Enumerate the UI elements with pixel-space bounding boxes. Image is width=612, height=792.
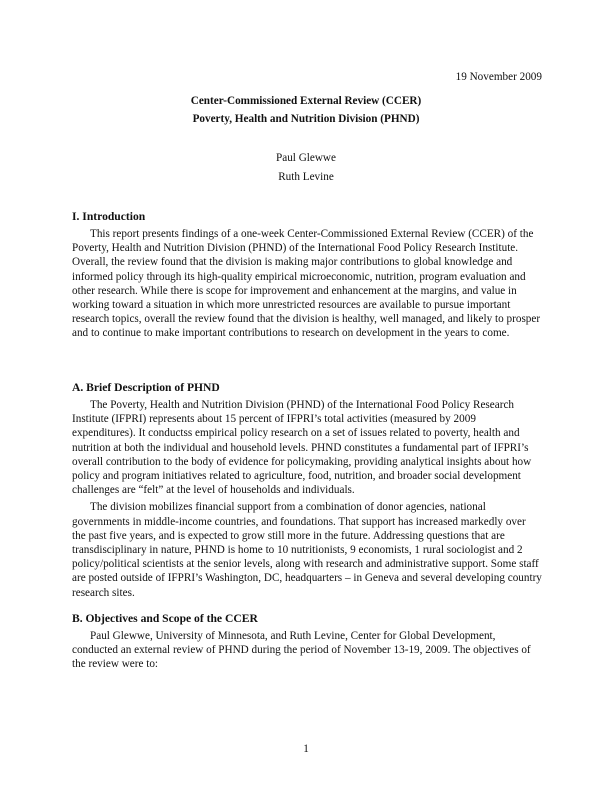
author-name: Paul Glewwe <box>276 152 336 164</box>
report-subtitle: Poverty, Health and Nutrition Division (PHND) <box>192 113 420 125</box>
section-introduction <box>72 209 542 341</box>
paragraph: This report presents findings of a one-week Center-Commissioned External Review (CCER) of the Poverty, Health and Nutrition Division (PHND) of the International Food Policy Research Institute. Overall, the review found that the division is making major contributions to global knowledge and informed policy through its high-quality empirical microeconomic, nutrition, program evaluation and other research. While there is scope for improvement and enhancement at the margins, and value in working toward a situation in which more unrestricted resources are available to pursue important research topics, overall the review found that the division is healthy, well managed, and likely to prosper and to continue to make important contributions to research on development in the years to come. <box>72 228 541 340</box>
section-heading: A. Brief Description of PHND <box>72 381 220 394</box>
author-name: Ruth Levine <box>278 171 334 183</box>
paragraph: The division mobilizes financial support from a combination of donor agencies, national governments in middle-income countries, and foundations. That support has increased markedly over the past five years, and is expected to grow still more in the future. Addressing questions that are transdisciplinary in nature, PHND is home to 10 nutritionists, 9 economists, 1 rural sociologist and 2 policy/political scientists at the senior levels, along with research and administrative support. Some staff are posted outside of IFPRI’s Washington, DC, headquarters – in Geneva and several developing country research sites. <box>72 501 542 599</box>
report-title: Center-Commissioned External Review (CCER) <box>190 95 422 107</box>
paragraph: Paul Glewwe, University of Minnesota, and Ruth Levine, Center for Global Development, conducted an external review of PHND during the period of November 13-19, 2009. The objectives of the review were to: <box>72 630 531 671</box>
page-number: 1 <box>303 743 309 755</box>
section-objectives-scope <box>72 611 542 672</box>
report-date: 19 November 2009 <box>455 71 542 83</box>
section-heading: I. Introduction <box>72 210 146 223</box>
section-heading: B. Objectives and Scope of the CCER <box>72 612 258 625</box>
section-brief-description <box>72 380 542 600</box>
paragraph: The Poverty, Health and Nutrition Division (PHND) of the International Food Policy Research Institute (IFPRI) represents about 15 percent of IFPRI’s total activities (measured by 2009 expenditures). It conductss empirical policy research on a set of issues related to poverty, health and nutrition at both the individual and household levels. PHND constitutes a fundamental part of IFPRI’s overall contribution to the body of evidence for policymaking, providing analytical insights about how policy and program initiatives related to agriculture, food, nutrition, and broader social development challenges are “felt” at the level of households and individuals. <box>72 399 532 497</box>
